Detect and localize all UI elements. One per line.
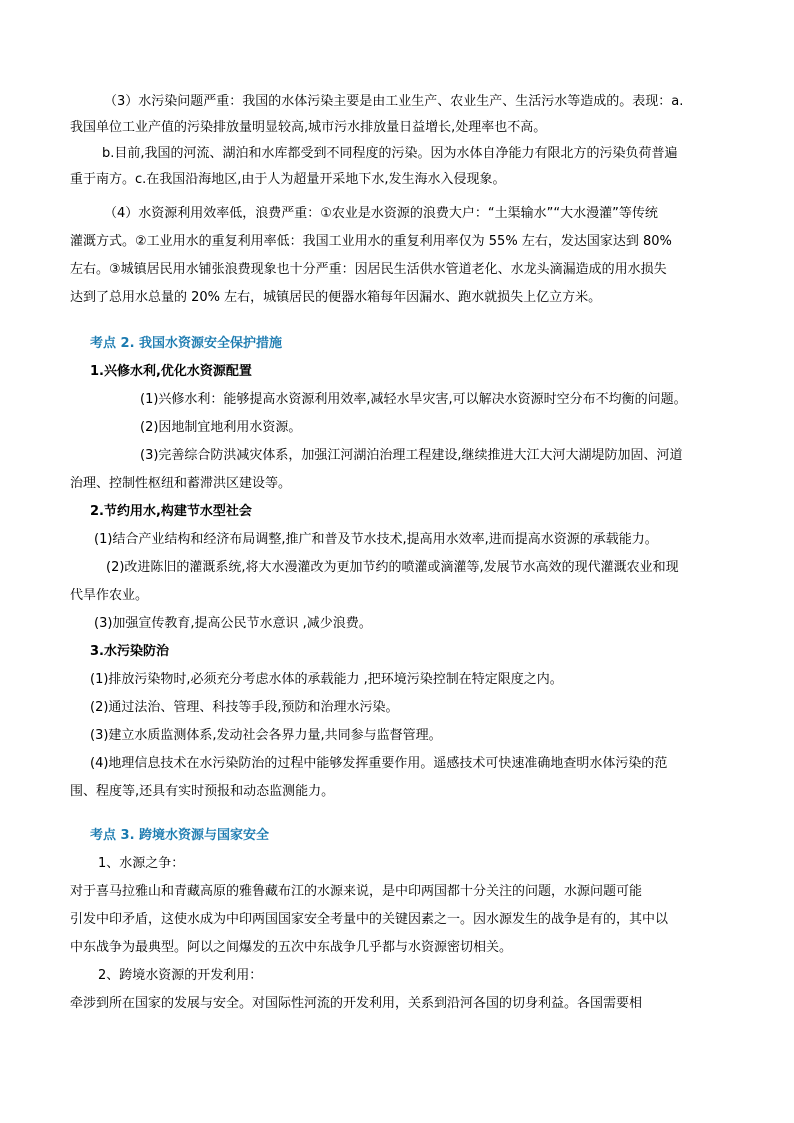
section-2-item-1-1: (1)兴修水利：能够提高水资源利用效率,减轻水旱灾害,可以解决水资源时空分布不均衡的问题。 — [140, 392, 687, 407]
section-2-heading-1: 1.兴修水利,优化水资源配置 — [90, 364, 252, 379]
section-2-heading-2: 2.节约用水,构建节水型社会 — [90, 504, 252, 519]
section-2-title: 考点 2. 我国水资源安全保护措施 — [90, 336, 283, 351]
section-2-item-3-2: (2)通过法治、管理、科技等手段,预防和治理水污染。 — [90, 700, 399, 715]
section-3-paragraph-1-line-3: 中东战争为最典型。阿以之间爆发的五次中东战争几乎都与水资源密切相关。 — [70, 940, 513, 955]
paragraph-3-line-1: （3）水污染问题严重：我国的水体污染主要是由工业生产、农业生产、生活污水等造成的。表现：a. — [104, 94, 684, 109]
section-3-paragraph-1-line-2: 引发中印矛盾，这使水成为中印两国国家安全考量中的关键因素之一。因水源发生的战争是有的，其中以 — [70, 912, 669, 927]
section-2-item-2-1: (1)结合产业结构和经济布局调整,推广和普及节水技术,提高用水效率,进而提高水资源的承载能力。 — [94, 532, 658, 547]
section-3-heading-2: 2、跨境水资源的开发利用： — [98, 968, 263, 983]
section-2-item-3-3: (3)建立水质监测体系,发动社会各界力量,共同参与监督管理。 — [90, 728, 442, 743]
section-2-item-3-4-line-1: (4)地理信息技术在水污染防治的过程中能够发挥重要作用。遥感技术可快速准确地查明水体污染的范 — [90, 756, 668, 771]
section-3-paragraph-1-line-1: 对于喜马拉雅山和青藏高原的雅鲁藏布江的水源来说，是中印两国都十分关注的问题，水源问题可能 — [70, 884, 643, 899]
section-2-item-2-2-line-2: 代旱作农业。 — [70, 588, 149, 603]
paragraph-4-line-2: 灌溉方式。②工业用水的重复利用率低：我国工业用水的重复利用率仅为 55% 左右，发达国家达到 80% — [70, 234, 672, 249]
paragraph-4-line-3: 左右。③城镇居民用水铺张浪费现象也十分严重：因居民生活供水管道老化、水龙头滴漏造成的用水损失 — [70, 262, 667, 277]
section-3-paragraph-2-line-1: 牵涉到所在国家的发展与安全。对国际性河流的开发利用，关系到沿河各国的切身利益。各国需要相 — [70, 996, 643, 1011]
paragraph-3-line-2: 我国单位工业产值的污染排放量明显较高,城市污水排放量日益增长,处理率也不高。 — [70, 120, 547, 135]
section-2-item-1-2: (2)因地制宜地利用水资源。 — [140, 420, 302, 435]
section-2-item-1-3-line-2: 治理、控制性枢纽和蓄滞洪区建设等。 — [70, 476, 292, 491]
section-3-heading-1: 1、水源之争： — [98, 856, 185, 871]
paragraph-3-line-4: 重于南方。c.在我国沿海地区,由于人为超量开采地下水,发生海水入侵现象。 — [70, 172, 506, 187]
section-2-heading-3: 3.水污染防治 — [90, 644, 169, 659]
section-2-item-3-1: (1)排放污染物时,必须充分考虑水体的承载能力 ,把环境污染控制在特定限度之内。 — [90, 672, 563, 687]
paragraph-4-line-1: （4）水资源利用效率低，浪费严重：①农业是水资源的浪费大户：“土渠输水”“大水漫灌”等传统 — [104, 206, 658, 221]
section-2-item-1-3-line-1: (3)完善综合防洪减灾体系，加强江河湖泊治理工程建设,继续推进大江大河大湖堤防加固、河道 — [140, 448, 683, 463]
section-2-item-2-3: (3)加强宣传教育,提高公民节水意识 ,减少浪费。 — [94, 616, 372, 631]
paragraph-3-line-3: b.目前,我国的河流、湖泊和水库都受到不同程度的污染。因为水体自净能力有限北方的污染负荷普遍 — [102, 146, 678, 161]
section-3-title: 考点 3. 跨境水资源与国家安全 — [90, 828, 270, 843]
paragraph-4-line-4: 达到了总用水总量的 20% 左右，城镇居民的便器水箱每年因漏水、跑水就损失上亿立方米。 — [70, 290, 602, 305]
section-2-item-2-2-line-1: (2)改进陈旧的灌溉系统,将大水漫灌改为更加节约的喷灌或滴灌等,发展节水高效的现代灌溉农业和现 — [106, 560, 679, 575]
section-2-item-3-4-line-2: 围、程度等,还具有实时预报和动态监测能力。 — [70, 784, 335, 799]
